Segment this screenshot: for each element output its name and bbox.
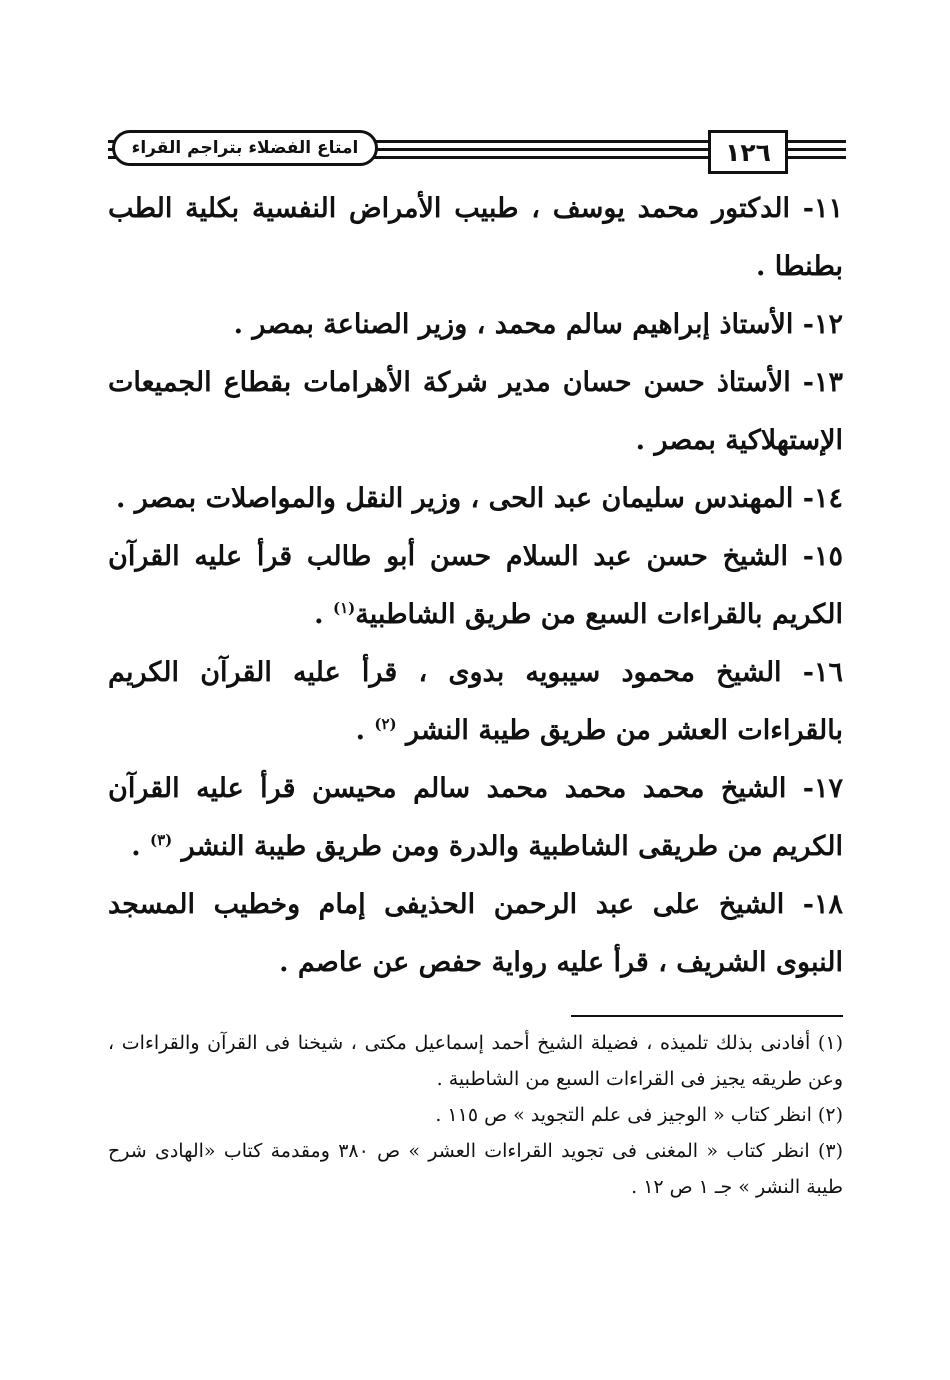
footnote: (٣) انظر كتاب « المغنى فى تجويد القراءات العشر » ص ٣٨٠ ومقدمة كتاب «الهادى شرح طيبة النشر » جـ ١ ص ١٢ . — [108, 1140, 843, 1198]
list-item — [108, 644, 843, 760]
entry-end: . — [314, 599, 333, 630]
list-item — [108, 760, 843, 876]
entry-text: ١٧- الشيخ محمد محمد محمد سالم محيسن قرأ عليه القرآن الكريم من طريقى الشاطبية والدرة ومن طريق طيبة النشر — [108, 773, 843, 862]
page-header — [108, 128, 846, 178]
list-item: ١٨- الشيخ على عبد الرحمن الحذيفى إمام وخطيب المسجد النبوى الشريف ، قرأ عليه رواية حفص عن عاصم . — [108, 889, 843, 978]
footnote-reference: (٣) — [150, 831, 173, 849]
footnote: (١) أفادنى بذلك تلميذه ، فضيلة الشيخ أحمد إسماعيل مكتى ، شيخنا فى القرآن والقراءات ، وعن طريقه يجيز فى القراءات السبع من الشاطبية . — [108, 1032, 843, 1090]
footnote-divider — [571, 1015, 843, 1017]
entry-end: . — [131, 831, 150, 862]
footnotes — [108, 1025, 843, 1205]
list-item — [108, 528, 843, 644]
footnote-reference: (٢) — [374, 715, 397, 733]
list-item: ١١- الدكتور محمد يوسف ، طبيب الأمراض النفسية بكلية الطب بطنطا . — [108, 193, 843, 282]
entry-text: ١٥- الشيخ حسن عبد السلام حسن أبو طالب قرأ عليه القرآن الكريم بالقراءات السبع من طريق الشاطبية — [108, 541, 843, 630]
footnote-reference: (١) — [332, 599, 356, 617]
main-text — [108, 180, 843, 992]
book-title: امتاع الفضلاء بتراجم القراء — [112, 130, 378, 166]
page-number: ١٢٦ — [708, 130, 788, 174]
footnote: (٢) انظر كتاب « الوجيز فى علم التجويد » ص ١١٥ . — [435, 1104, 843, 1126]
entry-end: . — [355, 715, 375, 746]
list-item: ١٣- الأستاذ حسن حسان مدير شركة الأهرامات بقطاع الجميعات الإستهلاكية بمصر . — [108, 367, 843, 456]
list-item: ١٤- المهندس سليمان عبد الحى ، وزير النقل والمواصلات بمصر . — [115, 483, 843, 514]
list-item: ١٢- الأستاذ إبراهيم سالم محمد ، وزير الصناعة بمصر . — [233, 309, 843, 340]
entry-text: ١٦- الشيخ محمود سيبويه بدوى ، قرأ عليه القرآن الكريم بالقراءات العشر من طريق طيبة النشر — [108, 657, 843, 746]
